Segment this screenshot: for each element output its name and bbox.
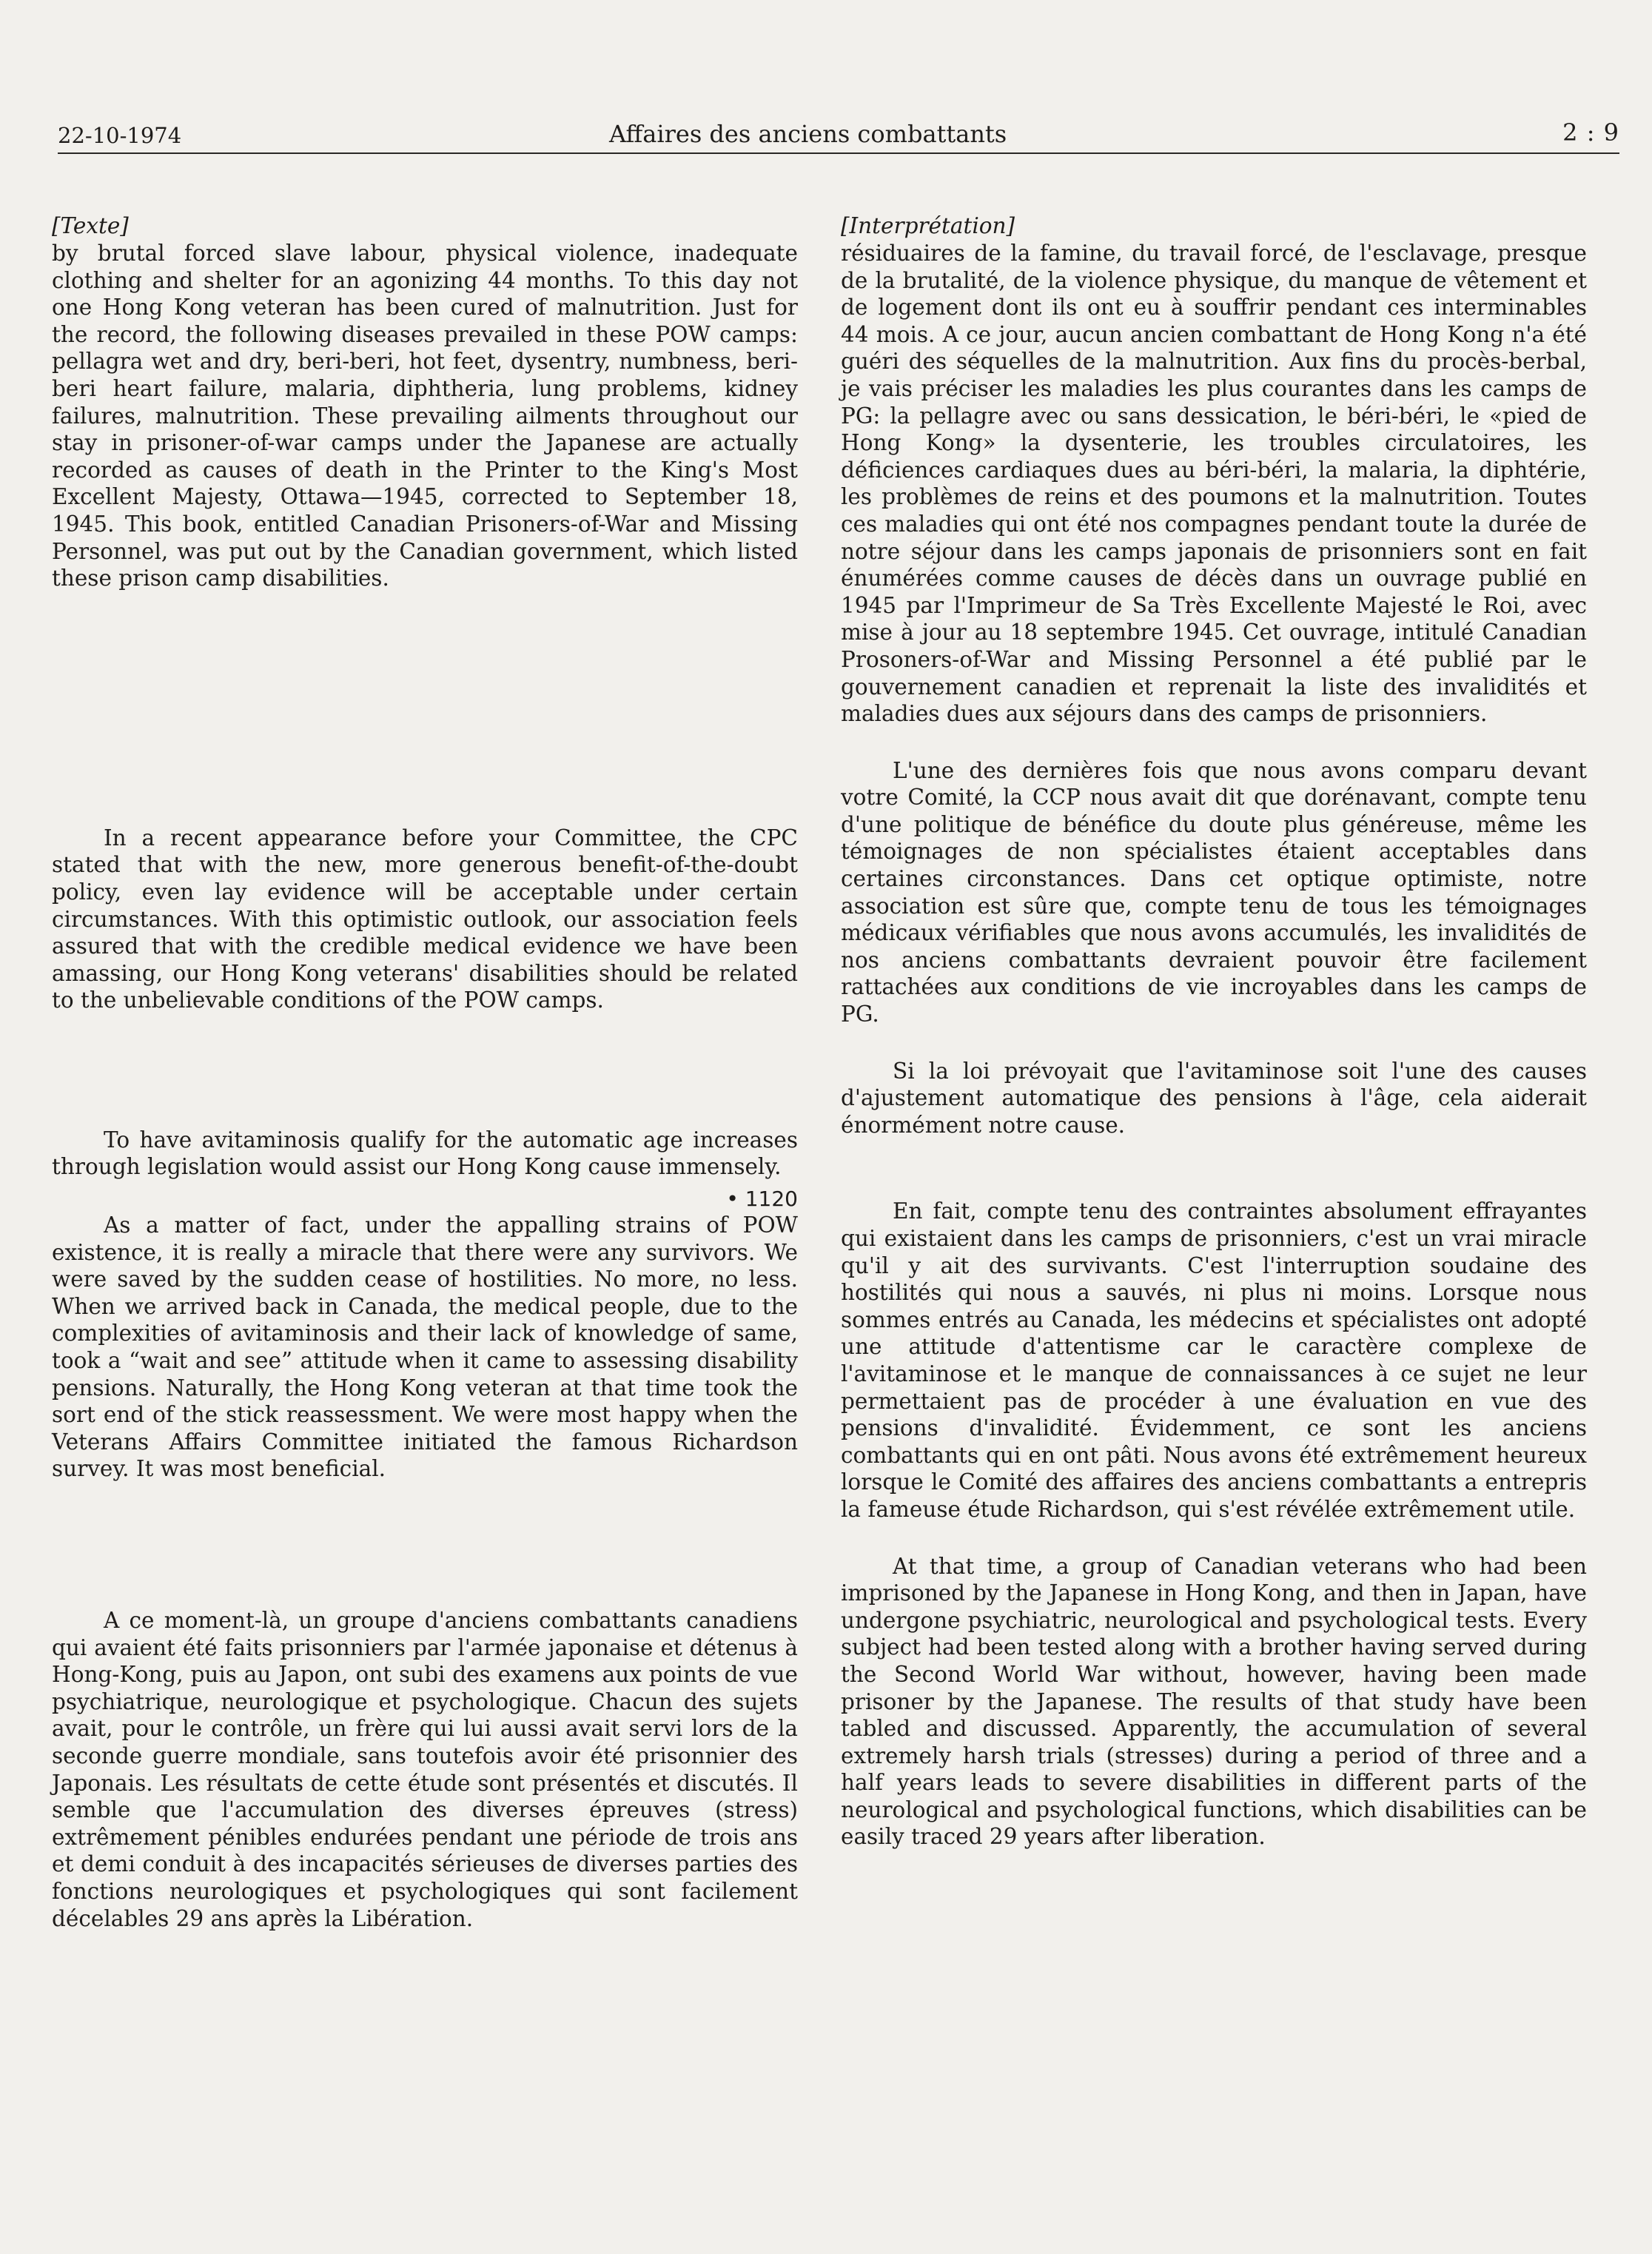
paragraph: At that time, a group of Canadian veterans who had been imprisoned by the Japanese in Hong Kong, and then in Japan, have undergone psychiatric, neurological and psychological tests. Every subject had been tested along with a brother having served during the Second World War without, however, having been made prisoner by the Japanese. The results of that study have been tabled and discussed. Apparently, the accumulation of several extremely harsh trials (stresses) during a period of three and a half years leads to severe disabilities in different parts of the neurological and psychological functions, which disabilities can be easily traced 29 years after liberation. — [841, 1553, 1587, 1850]
paragraph: Si la loi prévoyait que l'avitaminose soit l'une des causes d'ajustement automatique des pensions à l'âge, cela aiderait énormément notre cause. — [841, 1058, 1587, 1138]
paragraph: résiduaires de la famine, du travail forcé, de l'esclavage, presque de la brutalité, de la violence physique, du manque de vêtement et de logement dont ils ont eu à souffrir pendant ces interminables 44 mois. A ce jour, aucun ancien combattant de Hong Kong n'a été guéri des séquelles de la malnutrition. Aux fins du procès-berbal, je vais préciser les maladies les plus courantes dans les camps de PG: la pellagre avec ou sans dessication, le béri-béri, le «pied de Hong Kong» la dysenterie, les troubles circulatoires, les déficiences cardiaques dues au béri-béri, la malaria, la diphtérie, les problèmes de reins et des poumons et la malnutrition. Toutes ces maladies qui ont été nos compagnes pendant toute la durée de notre séjour dans les camps japonais de prisonniers sont en fait énumérées comme causes de décès dans un ouvrage publié en 1945 par l'Imprimeur de Sa Très Excellente Majesté le Roi, avec mise à jour au 18 septembre 1945. Cet ouvrage, intitulé Canadian Prosoners-of-War and Missing Personnel a été publié par le gouvernement canadien et reprenait la liste des invalidités et maladies dues aux séjours dans des camps de prisonniers. — [841, 241, 1587, 727]
text-label: [Texte] — [52, 213, 129, 238]
time-marker: • 1120 — [726, 1187, 798, 1212]
paragraph: L'une des dernières fois que nous avons comparu devant votre Comité, la CCP nous avait dit que dorénavant, compte tenu d'une politique de bénéfice du doute plus généreuse, même les témoignages de non spécialistes étaient acceptables dans certaines circonstances. Dans cet optique optimiste, notre association est sûre que, compte tenu de tous les témoignages médicaux vérifiables que nous avons accumulés, les invalidités de nos anciens combattants devraient pouvoir être facilement rattachées aux conditions de vie incroyables dans les camps de PG. — [841, 757, 1587, 1027]
left-column — [52, 212, 798, 1932]
paragraph: As a matter of fact, under the appalling strains of POW existence, it is really a miracle that there were any survivors. We were saved by the sudden cease of hostilities. No more, no less. When we arrived back in Canada, the medical people, due to the complexities of avitaminosis and their lack of knowledge of same, took a “wait and see” attitude when it came to assessing disability pensions. Naturally, the Hong Kong veteran at that time took the sort end of the stick reassessment. We were most happy when the Veterans Affairs Committee initiated the famous Richardson survey. It was most beneficial. — [52, 1212, 798, 1482]
page-header — [58, 118, 1619, 154]
header-date: 22-10-1974 — [58, 123, 182, 148]
paragraph: by brutal forced slave labour, physical violence, inadequate clothing and shelter for an agonizing 44 months. To this day not one Hong Kong veteran has been cured of malnutrition. Just for the record, the following diseases prevailed in these POW camps: pellagra wet and dry, beri-beri, hot feet, dysentry, numbness, beri-beri heart failure, malaria, diphtheria, lung problems, kidney failures, malnutrition. These prevailing ailments throughout our stay in prisoner-of-war camps under the Japanese are actually recorded as causes of death in the Printer to the King's Most Excellent Majesty, Ottawa—1945, corrected to September 18, 1945. This book, entitled Canadian Prisoners-of-War and Missing Personnel, was put out by the Canadian government, which listed these prison camp disabilities. — [52, 241, 798, 591]
page-number: 2 : 9 — [1562, 118, 1619, 147]
paragraph: To have avitaminosis qualify for the automatic age increases through legislation would assist our Hong Kong cause immensely. — [52, 1127, 798, 1180]
paragraph: En fait, compte tenu des contraintes absolument effrayantes qui existaient dans les camps de prisonniers, c'est un vrai miracle qu'il y ait des survivants. C'est l'interruption soudaine des hostilités qui nous a sauvés, ni plus ni moins. Lorsque nous sommes entrés au Canada, les médecins et spécialistes ont adopté une attitude d'attentisme car le caractère complexe de l'avitaminose et le manque de connaissances à ce sujet ne leur permettaient pas de procéder à une évaluation en vue des pensions d'invalidité. Évidemment, ce sont les anciens combattants qui en ont pâti. Nous avons été extrêmement heureux lorsque le Comité des affaires des anciens combattants a entrepris la fameuse étude Richardson, qui s'est révélée extrêmement utile. — [841, 1198, 1587, 1522]
right-column — [841, 212, 1587, 1851]
paragraph: In a recent appearance before your Committee, the CPC stated that with the new, more generous benefit-of-the-doubt policy, even lay evidence will be acceptable under certain circumstances. With this optimistic outlook, our association feels assured that with the credible medical evidence we have been amassing, our Hong Kong veterans' disabilities should be related to the unbelievable conditions of the POW camps. — [52, 825, 798, 1013]
header-title: Affaires des anciens combattants — [609, 120, 1007, 148]
interpretation-label: [Interprétation] — [841, 213, 1015, 238]
paragraph: A ce moment-là, un groupe d'anciens combattants canadiens qui avaient été faits prisonniers par l'armée japonaise et détenus à Hong-Kong, puis au Japon, ont subi des examens aux points de vue psychiatrique, neurologique et psychologique. Chacun des sujets avait, pour le contrôle, un frère qui lui aussi avait servi lors de la seconde guerre mondiale, sans toutefois avoir été prisonnier des Japonais. Les résultats de cette étude sont présentés et discutés. Il semble que l'accumulation des diverses épreuves (stress) extrêmement pénibles endurées pendant une période de trois ans et demi conduit à des incapacités sérieuses de diverses parties des fonctions neurologiques et psychologiques qui sont facilement décelables 29 ans après la Libération. — [52, 1608, 798, 1931]
